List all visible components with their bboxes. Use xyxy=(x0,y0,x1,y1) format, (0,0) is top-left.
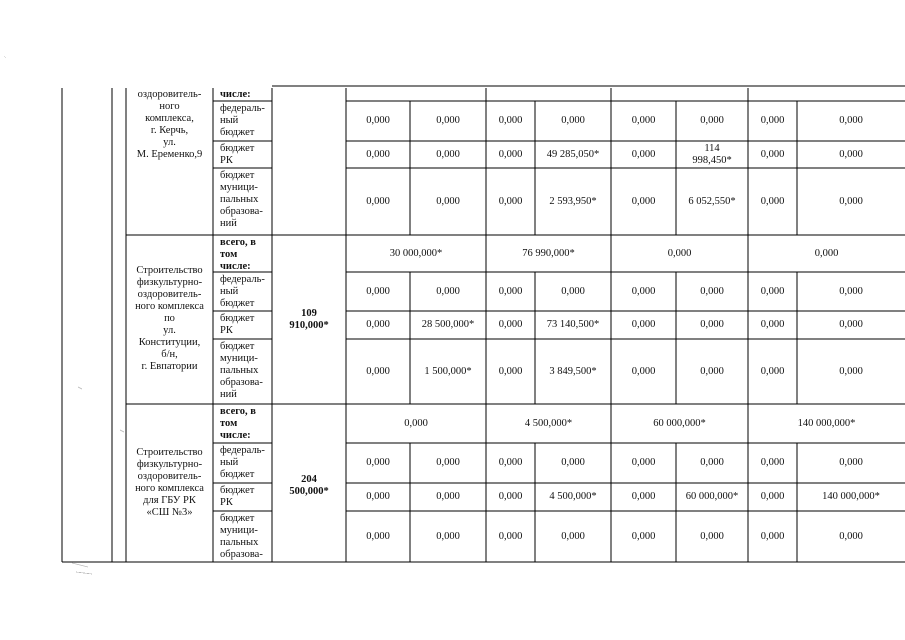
object-total-part: 910,000* xyxy=(289,320,329,331)
funding-source-label xyxy=(220,445,271,481)
budget-value-part: 0,000 xyxy=(839,530,863,542)
budget-value xyxy=(797,196,905,208)
funding-source-label xyxy=(220,341,271,401)
budget-value-part: 0,000 xyxy=(366,365,390,377)
object-name-line: по xyxy=(164,313,175,324)
budget-value-part: 6 052,550* xyxy=(688,195,736,207)
funding-source-label-line: том xyxy=(220,418,238,429)
funding-source-label-line: пальных xyxy=(220,194,259,205)
funding-source-label-line: ный xyxy=(220,457,239,468)
budget-value xyxy=(535,115,611,127)
funding-source-label-line: том xyxy=(220,249,238,260)
budget-value xyxy=(410,366,486,378)
budget-value-part: 0,000 xyxy=(366,285,390,297)
budget-value xyxy=(486,115,535,127)
funding-source-label-line: бюджет xyxy=(220,513,255,524)
budget-value xyxy=(486,196,535,208)
budget-value xyxy=(797,491,905,503)
budget-value xyxy=(676,143,748,167)
object-name-line: «СШ №3» xyxy=(146,507,193,518)
year-total-value-part: 0,000 xyxy=(404,417,428,429)
funding-source-label-line: ный xyxy=(220,115,239,126)
object-total-part: 500,000* xyxy=(289,486,329,497)
budget-value-part: 0,000 xyxy=(561,115,585,126)
object-name-line: ул. xyxy=(163,325,176,336)
budget-value xyxy=(410,531,486,543)
budget-value-part: 0,000 xyxy=(839,115,863,126)
budget-value xyxy=(676,531,748,543)
budget-value-part: 0,000 xyxy=(839,148,863,160)
budget-value-part: 0,000 xyxy=(366,148,390,160)
funding-source-label xyxy=(220,274,271,310)
budget-value-part: 0,000 xyxy=(366,195,390,207)
budget-value xyxy=(748,196,797,208)
object-name-line: ул. xyxy=(163,137,176,148)
budget-value xyxy=(797,366,905,378)
budget-value xyxy=(676,115,748,127)
budget-value xyxy=(346,366,410,378)
budget-value xyxy=(346,491,410,503)
object-name-line: физкультурно- xyxy=(136,277,203,288)
budget-value xyxy=(410,149,486,161)
budget-value xyxy=(797,457,905,469)
budget-value xyxy=(676,366,748,378)
budget-value xyxy=(486,457,535,469)
budget-value xyxy=(346,196,410,208)
budget-value xyxy=(611,319,676,331)
budget-value-part: 0,000 xyxy=(760,148,785,160)
funding-source-label-line: бюджет xyxy=(220,127,255,138)
funding-source-label-line: РК xyxy=(220,497,233,508)
budget-value-part: 0,000 xyxy=(498,365,523,377)
budget-value-part: 0,000 xyxy=(839,457,863,468)
budget-value-part: 0,000 xyxy=(498,285,523,297)
budget-value xyxy=(486,286,535,298)
object-name-line: оздоровитель- xyxy=(137,89,202,100)
funding-source-label-line: РК xyxy=(220,325,233,336)
budget-value xyxy=(748,491,797,503)
budget-value xyxy=(676,286,748,298)
year-total-value xyxy=(748,248,905,260)
budget-value xyxy=(535,319,611,331)
budget-value-part: 0,000 xyxy=(631,319,656,330)
object-name-line: М. Еременко,9 xyxy=(136,149,203,160)
budget-value xyxy=(346,457,410,469)
budget-value xyxy=(535,149,611,161)
budget-value xyxy=(676,319,748,331)
object-name-line: г. Евпатории xyxy=(141,361,198,372)
budget-value-part: 0,000 xyxy=(631,285,656,297)
budget-value xyxy=(410,115,486,127)
budget-value xyxy=(676,491,748,503)
budget-value xyxy=(748,115,797,127)
budget-value-part: 0,000 xyxy=(561,285,585,297)
budget-value xyxy=(676,457,748,469)
budget-value-part: 28 500,000* xyxy=(421,319,475,330)
budget-value-part: 0,000 xyxy=(631,491,656,502)
budget-value-part: 0,000 xyxy=(700,530,724,542)
object-name-line: Конституции, xyxy=(138,337,201,348)
budget-value xyxy=(346,319,410,331)
budget-value-part: 0,000 xyxy=(700,285,724,297)
budget-value-part: 0,000 xyxy=(760,457,785,468)
budget-value-part: 49 285,050* xyxy=(546,148,600,160)
budget-value-part: 4 500,000* xyxy=(549,491,597,502)
object-total xyxy=(272,308,346,332)
budget-value xyxy=(486,531,535,543)
budget-value xyxy=(535,286,611,298)
funding-source-label-line: ний xyxy=(220,218,237,229)
budget-value xyxy=(346,531,410,543)
budget-value-part: 0,000 xyxy=(436,530,460,542)
object-name xyxy=(126,447,213,519)
budget-value-part: 60 000,000* xyxy=(685,491,739,502)
budget-value-part: 0,000 xyxy=(700,115,724,126)
budget-value-part: 0,000 xyxy=(366,530,390,542)
funding-source-label xyxy=(220,89,271,101)
year-total-value xyxy=(486,248,611,260)
year-total-value xyxy=(346,248,486,260)
budget-value xyxy=(410,491,486,503)
budget-value xyxy=(797,286,905,298)
budget-value xyxy=(535,196,611,208)
funding-source-label-line: бюджет xyxy=(220,341,255,352)
budget-value xyxy=(611,115,676,127)
budget-value-part: 0,000 xyxy=(366,319,390,330)
budget-value-part: 0,000 xyxy=(436,148,460,160)
object-name-line: б/н, xyxy=(161,349,178,360)
funding-source-label xyxy=(220,485,271,509)
funding-source-label-line: бюджет xyxy=(220,170,255,181)
budget-value-part: 0,000 xyxy=(436,491,460,502)
funding-source-label-line: федераль- xyxy=(220,274,265,285)
year-total-value xyxy=(346,418,486,430)
budget-value-part: 0,000 xyxy=(436,285,460,297)
budget-value xyxy=(535,531,611,543)
funding-source-label-line: бюджет xyxy=(220,298,255,309)
funding-source-label-line: образова- xyxy=(220,377,263,388)
budget-value-part: 0,000 xyxy=(498,195,523,207)
budget-value-part: 0,000 xyxy=(700,365,724,377)
budget-value-part: 0,000 xyxy=(498,319,523,330)
budget-value xyxy=(797,149,905,161)
funding-source-label-line: бюджет xyxy=(220,485,255,496)
object-total-part: 109 xyxy=(301,308,317,319)
funding-source-label-line: федераль- xyxy=(220,445,265,456)
budget-value-part: 0,000 xyxy=(436,457,460,468)
funding-source-label xyxy=(220,143,271,167)
budget-value-part: 0,000 xyxy=(760,491,785,502)
object-name-line: ного комплекса xyxy=(135,301,204,312)
budget-value xyxy=(611,149,676,161)
budget-value xyxy=(676,196,748,208)
budget-value xyxy=(346,149,410,161)
budget-value-part: 0,000 xyxy=(561,457,585,468)
funding-source-label-line: числе: xyxy=(220,430,251,441)
budget-value-part: 998,450* xyxy=(692,154,732,166)
budget-value xyxy=(611,286,676,298)
funding-source-label xyxy=(220,170,271,230)
budget-value-part: 0,000 xyxy=(631,115,656,126)
budget-value-part: 0,000 xyxy=(366,491,390,502)
funding-source-label-line: образова- xyxy=(220,549,263,560)
funding-source-label-line: муници- xyxy=(220,182,258,193)
budget-value-part: 0,000 xyxy=(366,115,390,126)
budget-value-part: 0,000 xyxy=(631,530,656,542)
budget-value-part: 0,000 xyxy=(498,115,523,126)
budget-value-part: 0,000 xyxy=(631,365,656,377)
funding-source-label-line: всего, в xyxy=(220,406,256,417)
budget-value-part: 0,000 xyxy=(436,195,460,207)
object-name-line: физкультурно- xyxy=(136,459,203,470)
funding-source-label xyxy=(220,406,271,442)
budget-value xyxy=(486,491,535,503)
budget-value xyxy=(611,366,676,378)
budget-value-part: 0,000 xyxy=(760,530,785,542)
budget-value-part: 0,000 xyxy=(498,457,523,468)
budget-value-part: 0,000 xyxy=(561,530,585,542)
year-total-value xyxy=(611,418,748,430)
budget-value-part: 0,000 xyxy=(498,148,523,160)
budget-value xyxy=(410,196,486,208)
funding-source-label xyxy=(220,513,271,561)
funding-source-label-line: бюджет xyxy=(220,469,255,480)
budget-value-part: 0,000 xyxy=(760,285,785,297)
budget-value xyxy=(486,366,535,378)
funding-source-label-line: бюджет xyxy=(220,143,255,154)
budget-value xyxy=(748,149,797,161)
year-total-value xyxy=(611,248,748,260)
budget-value-part: 0,000 xyxy=(839,365,863,377)
budget-value-part: 0,000 xyxy=(760,319,785,330)
funding-source-label-line: пальных xyxy=(220,537,259,548)
budget-value xyxy=(611,457,676,469)
budget-value-part: 0,000 xyxy=(760,115,785,126)
budget-value-part: 140 000,000* xyxy=(822,491,880,502)
year-total-value-part: 0,000 xyxy=(667,247,692,259)
object-name-line: Строительство xyxy=(136,447,203,458)
budget-value xyxy=(611,531,676,543)
funding-source-label-line: РК xyxy=(220,155,233,166)
budget-value xyxy=(346,115,410,127)
object-name-line: ного комплекса xyxy=(135,483,204,494)
budget-value xyxy=(748,457,797,469)
budget-value-part: 73 140,500* xyxy=(546,319,600,330)
object-name xyxy=(126,265,213,373)
budget-value xyxy=(797,319,905,331)
budget-value xyxy=(410,457,486,469)
object-name-line: Строительство xyxy=(136,265,203,276)
object-name-line: оздоровитель- xyxy=(137,289,202,300)
funding-source-label xyxy=(220,103,271,139)
funding-source-label-line: числе: xyxy=(220,89,251,100)
object-name xyxy=(126,89,213,161)
budget-value xyxy=(346,286,410,298)
year-total-value-part: 4 500,000* xyxy=(524,417,573,429)
funding-source-label-line: бюджет xyxy=(220,313,255,324)
budget-value-part: 1 500,000* xyxy=(424,365,472,377)
budget-value xyxy=(535,491,611,503)
budget-value-part: 0,000 xyxy=(700,457,724,468)
budget-value xyxy=(748,286,797,298)
budget-value-part: 0,000 xyxy=(700,319,724,330)
funding-source-label-line: муници- xyxy=(220,525,258,536)
budget-value xyxy=(535,457,611,469)
object-name-line: комплекса, xyxy=(145,113,194,124)
funding-source-label-line: ний xyxy=(220,389,237,400)
object-name-line: для ГБУ РК xyxy=(143,495,196,506)
object-total xyxy=(272,474,346,498)
funding-source-label xyxy=(220,313,271,337)
year-total-value xyxy=(486,418,611,430)
year-total-value-part: 0,000 xyxy=(814,247,839,259)
funding-source-label-line: образова- xyxy=(220,206,263,217)
year-total-value-part: 140 000,000* xyxy=(797,417,856,429)
year-total-value-part: 76 990,000* xyxy=(522,247,575,259)
year-total-value-part: 60 000,000* xyxy=(653,417,706,429)
budget-value xyxy=(748,366,797,378)
object-name-line: оздоровитель- xyxy=(137,471,202,482)
budget-value xyxy=(797,115,905,127)
budget-value xyxy=(611,491,676,503)
budget-value xyxy=(486,319,535,331)
budget-value-part: 0,000 xyxy=(436,115,460,126)
budget-value xyxy=(410,286,486,298)
budget-value xyxy=(535,366,611,378)
funding-source-label-line: федераль- xyxy=(220,103,265,114)
funding-source-label-line: всего, в xyxy=(220,237,256,248)
budget-value-part: 0,000 xyxy=(839,285,863,297)
budget-value xyxy=(611,196,676,208)
budget-value xyxy=(410,319,486,331)
budget-value-part: 0,000 xyxy=(839,319,863,330)
funding-source-label-line: пальных xyxy=(220,365,259,376)
object-total-part: 204 xyxy=(301,474,317,485)
budget-value-part: 0,000 xyxy=(760,195,785,207)
object-name-line: ного xyxy=(159,101,180,112)
budget-value-part: 0,000 xyxy=(631,195,656,207)
funding-source-label xyxy=(220,237,271,273)
budget-value-part: 2 593,950* xyxy=(549,195,597,207)
budget-value-part: 0,000 xyxy=(631,148,656,160)
budget-value xyxy=(797,531,905,543)
budget-value-part: 0,000 xyxy=(366,457,390,468)
budget-value-part: 0,000 xyxy=(498,491,523,502)
budget-value xyxy=(748,319,797,331)
budget-value xyxy=(486,149,535,161)
budget-value-part: 3 849,500* xyxy=(549,365,597,377)
object-name-line: г. Керчь, xyxy=(150,125,189,136)
budget-value-part: 0,000 xyxy=(498,530,523,542)
budget-value xyxy=(748,531,797,543)
budget-value-part: 114 xyxy=(704,142,720,154)
funding-source-label-line: муници- xyxy=(220,353,258,364)
funding-source-label-line: числе: xyxy=(220,261,251,272)
year-total-value xyxy=(748,418,905,430)
budget-value-part: 0,000 xyxy=(839,195,863,207)
budget-value-part: 0,000 xyxy=(631,457,656,468)
budget-value-part: 0,000 xyxy=(760,365,785,377)
funding-source-label-line: ный xyxy=(220,286,239,297)
year-total-value-part: 30 000,000* xyxy=(389,247,443,259)
